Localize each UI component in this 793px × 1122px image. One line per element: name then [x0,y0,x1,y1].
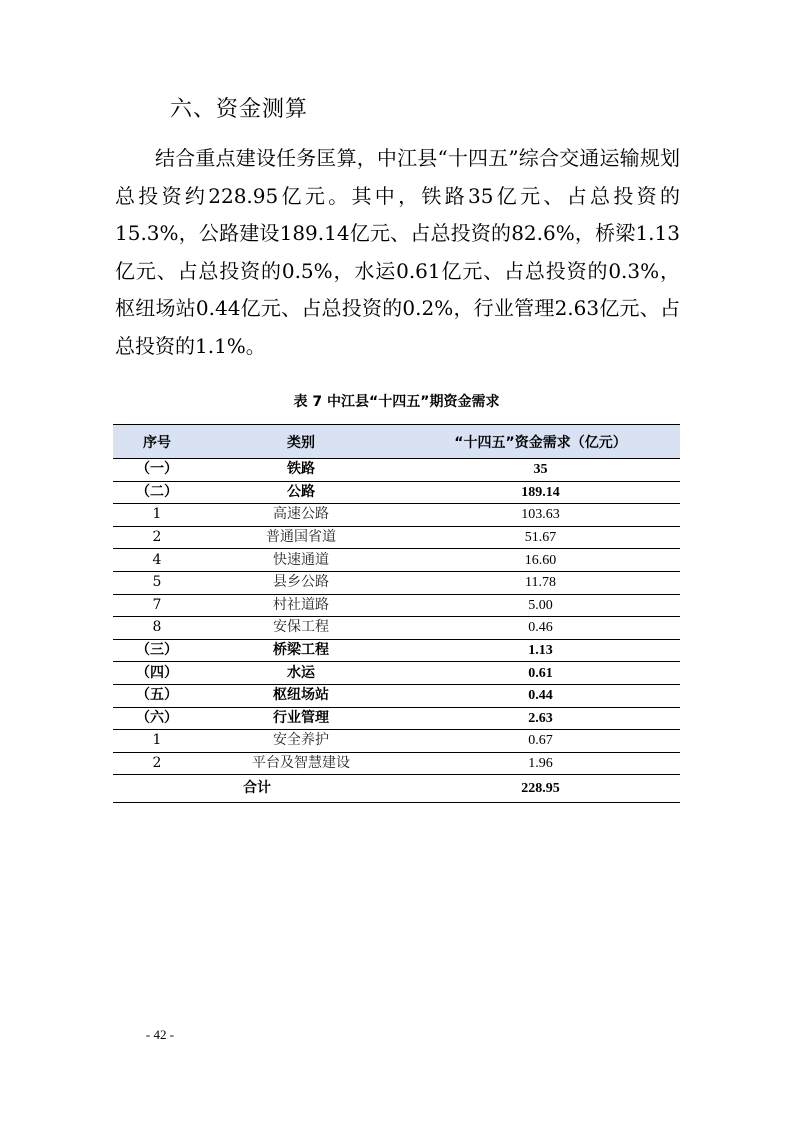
row-no: （一） [113,459,201,482]
table-caption: 表 7 中江县“十四五”期资金需求 [293,394,500,410]
section-heading: 六、资金测算 [170,97,309,122]
row-category: 安保工程 [201,617,401,640]
row-no: 5 [113,571,201,594]
table-row [113,730,680,753]
header-no: 序号 [113,425,201,459]
row-amount: 1.96 [401,752,680,775]
table-row [113,526,680,549]
table-row [113,752,680,775]
row-no: （二） [113,481,201,504]
total-row [113,775,680,803]
row-amount: 16.60 [401,549,680,572]
row-amount: 5.00 [401,594,680,617]
row-no: 2 [113,752,201,775]
row-amount: 1.13 [401,639,680,662]
row-amount: 0.67 [401,730,680,753]
row-category: 铁路 [201,459,401,482]
row-no: （五） [113,684,201,707]
body-paragraph: 结合重点建设任务匡算，中江县“十四五”综合交通运输规划总投资约228.95亿元。其中，铁路35亿元、占总投资的15.3%，公路建设189.14亿元、占总投资的82.6%，桥梁1.13亿元、占总投资的0.5%，水运0.61亿元、占总投资的0.3%，枢纽场站0.44亿元、占总投资的0.2%，行业管理2.63亿元、占总投资的1.1%。 [115,146,680,358]
row-amount: 11.78 [401,571,680,594]
table-row [113,662,680,685]
funds-table [113,424,680,803]
table-row [113,639,680,662]
row-amount: 0.46 [401,617,680,640]
row-no: 4 [113,549,201,572]
row-category: 快速通道 [201,549,401,572]
header-amount: “十四五”资金需求（亿元） [401,425,680,459]
row-category: 安全养护 [201,730,401,753]
row-category: 水运 [201,662,401,685]
total-label: 合计 [113,775,401,803]
row-category: 枢纽场站 [201,684,401,707]
row-amount: 189.14 [401,481,680,504]
row-no: 1 [113,730,201,753]
table-row [113,549,680,572]
row-amount: 35 [401,459,680,482]
row-amount: 0.61 [401,662,680,685]
row-amount: 103.63 [401,504,680,527]
table-row [113,481,680,504]
row-amount: 51.67 [401,526,680,549]
table-body [113,459,680,803]
row-category: 平台及智慧建设 [201,752,401,775]
row-no: （四） [113,662,201,685]
row-category: 高速公路 [201,504,401,527]
table-row [113,459,680,482]
table-row [113,594,680,617]
row-amount: 2.63 [401,707,680,730]
row-category: 普通国省道 [201,526,401,549]
header-category: 类别 [201,425,401,459]
table-row [113,504,680,527]
table-header-row [113,425,680,459]
row-category: 行业管理 [201,707,401,730]
row-no: 7 [113,594,201,617]
row-no: 2 [113,526,201,549]
row-no: （六） [113,707,201,730]
row-category: 县乡公路 [201,571,401,594]
page-number: - 42 - [145,1027,175,1042]
row-category: 桥梁工程 [201,639,401,662]
table-row [113,684,680,707]
table-row [113,707,680,730]
table-row [113,571,680,594]
row-category: 公路 [201,481,401,504]
total-amount: 228.95 [401,775,680,803]
row-no: （三） [113,639,201,662]
row-no: 8 [113,617,201,640]
row-no: 1 [113,504,201,527]
table-row [113,617,680,640]
row-amount: 0.44 [401,684,680,707]
row-category: 村社道路 [201,594,401,617]
